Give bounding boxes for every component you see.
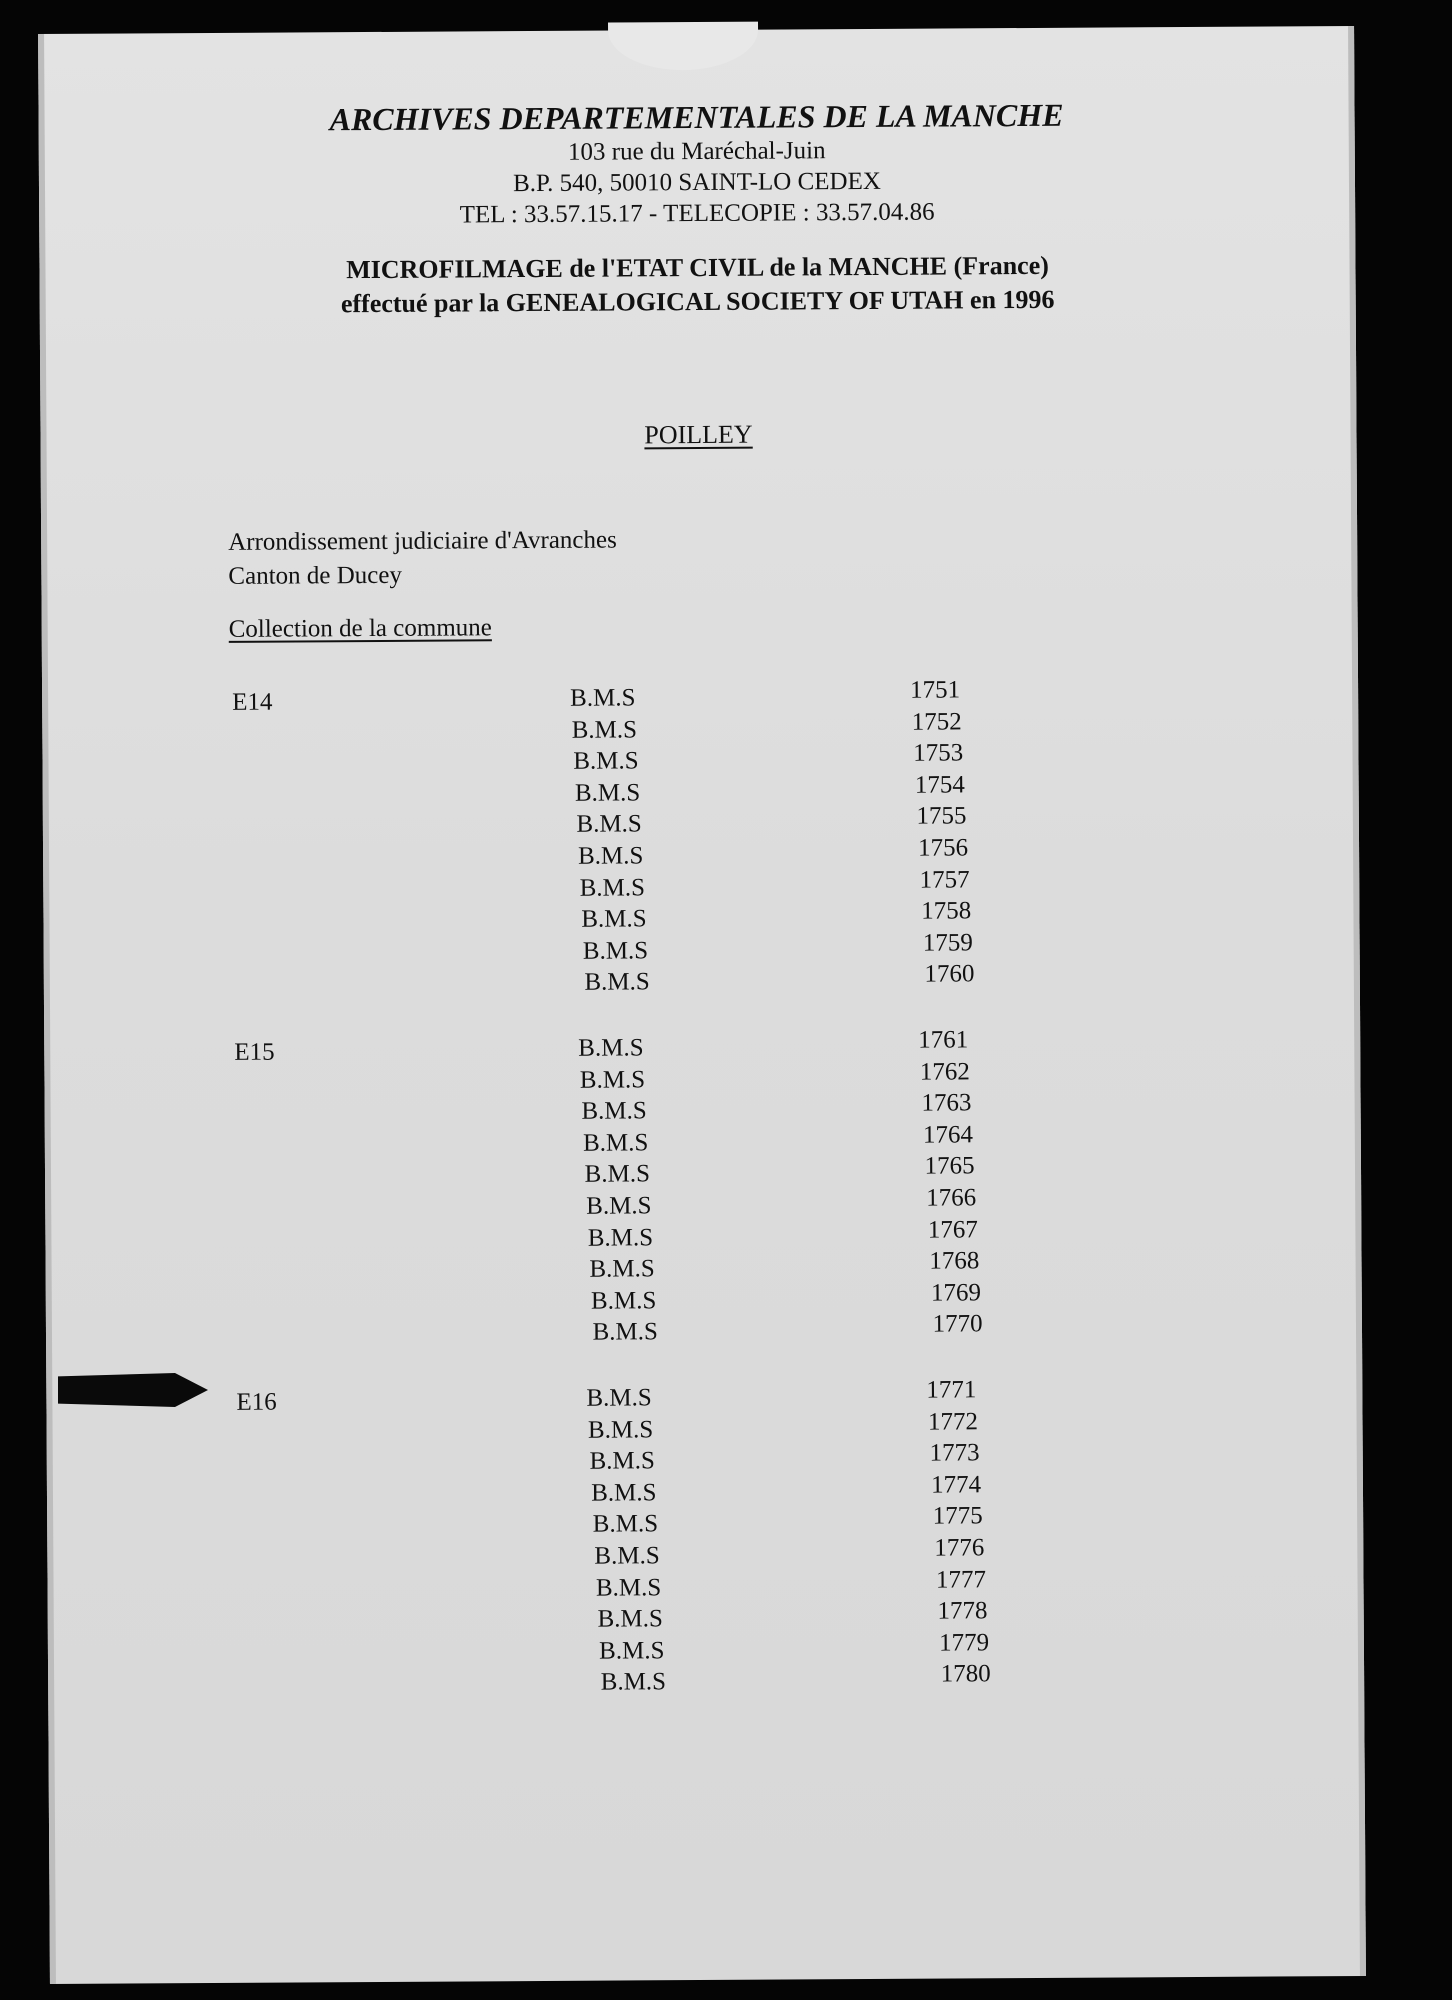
record-type: B.M.S <box>573 747 639 775</box>
microfilm-notice <box>39 247 1355 323</box>
record-year: 1779 <box>939 1629 990 1657</box>
record-year: 1769 <box>930 1279 982 1307</box>
cote-label: E16 <box>236 1388 277 1416</box>
record-type: B.M.S <box>574 779 641 807</box>
register-group <box>46 1376 1364 1734</box>
record-type: B.M.S <box>590 1287 657 1315</box>
cote-label: E15 <box>234 1038 275 1066</box>
commune-name: POILLEY <box>644 419 753 450</box>
record-type: B.M.S <box>571 715 638 744</box>
canton: Canton de Ducey <box>228 561 403 590</box>
record-year: 1775 <box>932 1502 983 1530</box>
record-year: 1773 <box>929 1439 980 1467</box>
register-group <box>42 676 1360 1034</box>
microfilm-line-1: MICROFILMAGE de l'ETAT CIVIL de la MANCHE (France) <box>346 250 1049 285</box>
record-year: 1752 <box>911 708 962 736</box>
record-year: 1778 <box>937 1597 988 1625</box>
record-type: B.M.S <box>592 1510 659 1539</box>
record-year: 1774 <box>931 1471 982 1499</box>
record-year: 1762 <box>919 1057 970 1086</box>
record-type: B.M.S <box>595 1573 662 1602</box>
cote-label: E14 <box>232 688 273 716</box>
address-street: 103 rue du Maréchal-Juin <box>567 137 826 166</box>
record-year: 1753 <box>913 739 964 767</box>
record-type: B.M.S <box>576 810 642 839</box>
record-year: 1768 <box>929 1247 980 1275</box>
archive-title: ARCHIVES DEPARTEMENTALES DE LA MANCHE <box>329 96 1064 138</box>
record-year: 1751 <box>909 676 961 704</box>
record-type: B.M.S <box>587 1223 654 1252</box>
folder-tab-notch <box>608 22 758 71</box>
record-year: 1772 <box>927 1407 979 1436</box>
register-rows <box>46 1376 1364 1700</box>
record-type: B.M.S <box>587 1415 654 1444</box>
register-rows <box>42 676 1360 1000</box>
record-type: B.M.S <box>581 1097 647 1125</box>
arrondissement: Arrondissement judiciaire d'Avranches <box>228 526 617 556</box>
record-type: B.M.S <box>582 937 649 965</box>
record-type: B.M.S <box>584 1160 651 1189</box>
record-year: 1770 <box>932 1310 983 1338</box>
record-type: B.M.S <box>594 1542 660 1570</box>
register-rows <box>44 1026 1362 1350</box>
record-type: B.M.S <box>581 905 647 933</box>
record-type: B.M.S <box>584 968 650 997</box>
microfilm-line-2: effectué par la GENEALOGICAL SOCIETY OF UTAH en 1996 <box>340 284 1055 319</box>
record-type: B.M.S <box>578 842 644 870</box>
record-year: 1757 <box>919 865 970 894</box>
record-year: 1765 <box>924 1152 975 1181</box>
record-year: 1777 <box>935 1565 986 1594</box>
address-phone: TEL : 33.57.15.17 - TELECOPIE : 33.57.04.86 <box>459 198 935 229</box>
register-group <box>44 1026 1362 1384</box>
record-type: B.M.S <box>570 684 636 712</box>
record-type: B.M.S <box>578 1034 644 1062</box>
record-type: B.M.S <box>579 1065 646 1094</box>
record-year: 1766 <box>926 1184 977 1212</box>
record-year: 1758 <box>921 897 972 925</box>
record-year: 1754 <box>914 771 965 799</box>
record-year: 1761 <box>918 1026 969 1054</box>
location-block <box>228 524 617 594</box>
document-page <box>38 26 1366 1984</box>
record-type: B.M.S <box>599 1636 665 1665</box>
document-header <box>38 94 1355 323</box>
record-type: B.M.S <box>597 1605 663 1633</box>
record-type: B.M.S <box>592 1318 658 1347</box>
record-type: B.M.S <box>591 1479 657 1507</box>
record-type: B.M.S <box>589 1447 655 1475</box>
record-year: 1756 <box>917 834 969 862</box>
record-type: B.M.S <box>586 1384 652 1412</box>
record-type: B.M.S <box>589 1255 655 1283</box>
record-year: 1776 <box>934 1534 985 1562</box>
address-postal: B.P. 540, 50010 SAINT-LO CEDEX <box>512 167 881 198</box>
record-type: B.M.S <box>600 1668 667 1696</box>
record-type: B.M.S <box>586 1192 652 1220</box>
register-row <box>56 960 1360 1000</box>
record-year: 1755 <box>916 802 967 831</box>
record-year: 1763 <box>921 1089 972 1117</box>
record-year: 1780 <box>940 1660 991 1688</box>
record-type: B.M.S <box>579 873 646 902</box>
record-year: 1764 <box>922 1121 974 1149</box>
record-year: 1771 <box>926 1376 977 1404</box>
register-list <box>42 676 1364 1734</box>
record-year: 1759 <box>922 929 973 957</box>
register-row <box>64 1310 1362 1350</box>
collection-heading: Collection de la commune <box>228 614 492 643</box>
register-row <box>73 1660 1365 1699</box>
record-year: 1767 <box>927 1215 978 1244</box>
record-type: B.M.S <box>582 1129 649 1157</box>
record-year: 1760 <box>924 960 975 988</box>
commune-heading <box>40 416 1356 454</box>
